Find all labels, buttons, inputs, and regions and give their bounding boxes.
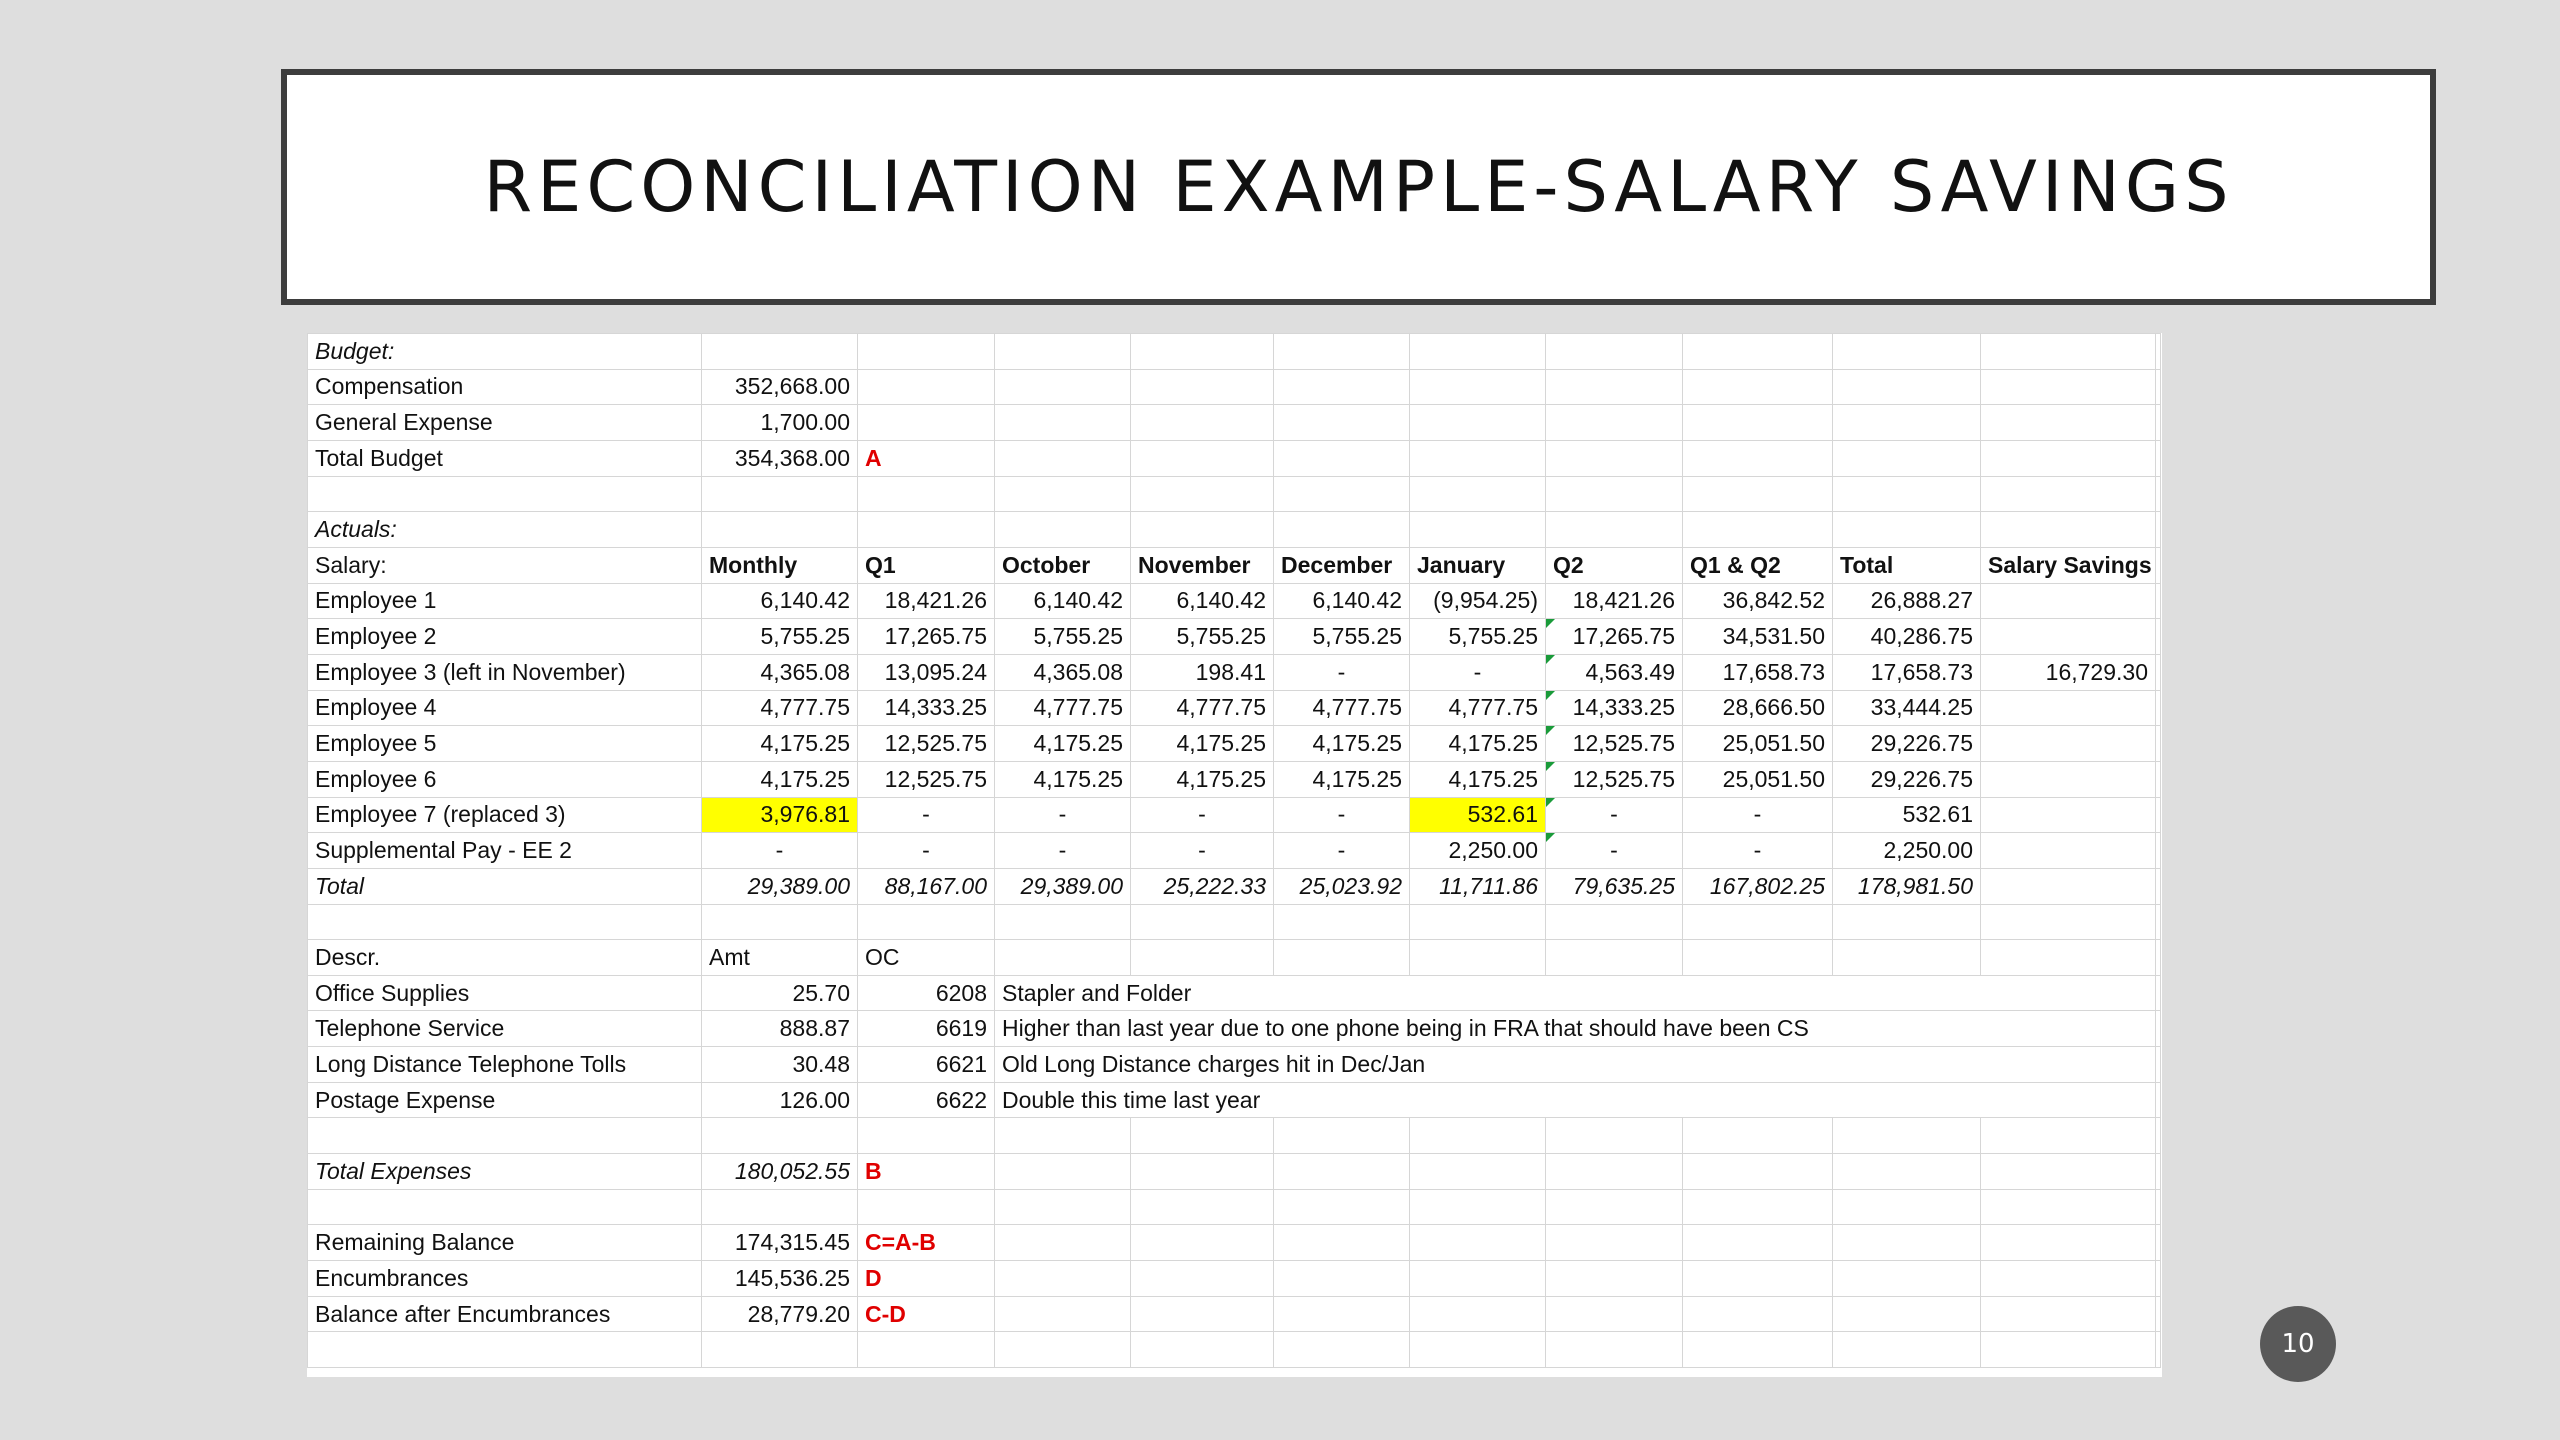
cell[interactable]: - <box>1546 833 1683 869</box>
cell[interactable]: 4,175.25 <box>995 726 1131 762</box>
expense-label[interactable]: Postage Expense <box>308 1082 702 1118</box>
balance-after-label[interactable]: Balance after Encumbrances <box>308 1296 702 1332</box>
salary-savings-cell[interactable] <box>1981 619 2156 655</box>
column-header[interactable]: November <box>1131 547 1274 583</box>
cell[interactable]: 4,777.75 <box>1274 690 1410 726</box>
total-cell[interactable]: 29,389.00 <box>702 868 858 904</box>
marker-c-d[interactable]: C-D <box>858 1296 995 1332</box>
cell[interactable]: 12,525.75 <box>1546 726 1683 762</box>
expense-note[interactable]: Old Long Distance charges hit in Dec/Jan <box>995 1047 2156 1083</box>
expense-label[interactable]: Office Supplies <box>308 975 702 1011</box>
total-cell[interactable]: 11,711.86 <box>1410 868 1546 904</box>
remaining-balance-label[interactable]: Remaining Balance <box>308 1225 702 1261</box>
blank-row <box>308 1189 2161 1225</box>
total-expenses-row <box>308 1154 2161 1190</box>
blank-row <box>308 1118 2161 1154</box>
employee-row <box>308 654 2161 690</box>
cell[interactable]: 17,265.75 <box>858 619 995 655</box>
cell[interactable]: 532.61 <box>1833 797 1981 833</box>
cell[interactable]: - <box>858 833 995 869</box>
cell[interactable]: 5,755.25 <box>1131 619 1274 655</box>
marker-a[interactable]: A <box>858 440 995 476</box>
cell[interactable]: 4,175.25 <box>1410 726 1546 762</box>
employee-label[interactable]: Employee 3 (left in November) <box>308 654 702 690</box>
cell[interactable]: 33,444.25 <box>1833 690 1981 726</box>
employee-row <box>308 797 2161 833</box>
budget-heading-row <box>308 334 2161 370</box>
cell[interactable]: 34,531.50 <box>1683 619 1833 655</box>
column-header[interactable]: Q1 <box>858 547 995 583</box>
remaining-balance-row <box>308 1225 2161 1261</box>
cell[interactable]: 14,333.25 <box>1546 690 1683 726</box>
cell[interactable]: 17,265.75 <box>1546 619 1683 655</box>
cell[interactable]: 4,365.08 <box>702 654 858 690</box>
expense-row <box>308 1011 2161 1047</box>
salary-savings-cell[interactable] <box>1981 726 2156 762</box>
expense-oc[interactable]: 6208 <box>858 975 995 1011</box>
cell[interactable]: 17,658.73 <box>1833 654 1981 690</box>
general-expense-row <box>308 405 2161 441</box>
cell[interactable]: 28,666.50 <box>1683 690 1833 726</box>
employee-row <box>308 726 2161 762</box>
expense-amount[interactable]: 30.48 <box>702 1047 858 1083</box>
compensation-value[interactable]: 352,668.00 <box>702 369 858 405</box>
cell[interactable]: - <box>1546 797 1683 833</box>
reconciliation-table <box>307 333 2161 1368</box>
highlighted-cell[interactable]: 3,976.81 <box>702 797 858 833</box>
salary-savings-cell[interactable] <box>1981 690 2156 726</box>
blank-row <box>308 1332 2161 1368</box>
employee-label[interactable]: Employee 2 <box>308 619 702 655</box>
employee-label[interactable]: Supplemental Pay - EE 2 <box>308 833 702 869</box>
cell[interactable]: 13,095.24 <box>858 654 995 690</box>
encumbrances-row <box>308 1261 2161 1297</box>
cell[interactable]: 5,755.25 <box>1274 619 1410 655</box>
employee-label[interactable]: Employee 1 <box>308 583 702 619</box>
cell[interactable]: 6,140.42 <box>1131 583 1274 619</box>
cell[interactable]: - <box>995 797 1131 833</box>
cell[interactable]: 6,140.42 <box>995 583 1131 619</box>
cell[interactable]: 5,755.25 <box>1410 619 1546 655</box>
slide-title: RECONCILIATION EXAMPLE-SALARY SAVINGS <box>483 146 2234 228</box>
cell[interactable]: 29,226.75 <box>1833 726 1981 762</box>
expense-label[interactable]: Long Distance Telephone Tolls <box>308 1047 702 1083</box>
cell[interactable]: 4,175.25 <box>1131 761 1274 797</box>
employee-label[interactable]: Employee 7 (replaced 3) <box>308 797 702 833</box>
expense-row <box>308 975 2161 1011</box>
cell[interactable]: - <box>1683 833 1833 869</box>
spreadsheet <box>307 333 2162 1377</box>
cell[interactable]: 4,175.25 <box>702 726 858 762</box>
salary-savings-cell[interactable]: 16,729.30 <box>1981 654 2156 690</box>
cell[interactable]: 6,140.42 <box>702 583 858 619</box>
salary-header-row <box>308 547 2161 583</box>
marker-c[interactable]: C=A-B <box>858 1225 995 1261</box>
total-cell[interactable]: 25,023.92 <box>1274 868 1410 904</box>
title-box <box>281 69 2436 305</box>
remaining-balance-value[interactable]: 174,315.45 <box>702 1225 858 1261</box>
employee-label[interactable]: Employee 5 <box>308 726 702 762</box>
cell[interactable]: 198.41 <box>1131 654 1274 690</box>
cell[interactable]: - <box>702 833 858 869</box>
total-cell[interactable]: 167,802.25 <box>1683 868 1833 904</box>
cell[interactable]: - <box>1274 797 1410 833</box>
salary-savings-cell[interactable] <box>1981 761 2156 797</box>
expense-oc[interactable]: 6621 <box>858 1047 995 1083</box>
column-header[interactable]: Q2 <box>1546 547 1683 583</box>
expense-oc[interactable]: 6619 <box>858 1011 995 1047</box>
empty-cell[interactable] <box>702 334 858 370</box>
column-header[interactable]: Total <box>1833 547 1981 583</box>
total-expenses-label[interactable]: Total Expenses <box>308 1154 702 1190</box>
oc-header[interactable]: OC <box>858 940 995 976</box>
cell[interactable]: - <box>1131 833 1274 869</box>
cell[interactable]: 17,658.73 <box>1683 654 1833 690</box>
column-header[interactable]: Q1 & Q2 <box>1683 547 1833 583</box>
cell[interactable]: 2,250.00 <box>1410 833 1546 869</box>
expense-amount[interactable]: 888.87 <box>702 1011 858 1047</box>
blank-row <box>308 476 2161 512</box>
cell[interactable]: - <box>995 833 1131 869</box>
total-cell[interactable] <box>1981 868 2156 904</box>
cell[interactable]: 4,175.25 <box>1274 726 1410 762</box>
cell[interactable]: - <box>1131 797 1274 833</box>
encumbrances-label[interactable]: Encumbrances <box>308 1261 702 1297</box>
cell[interactable]: 18,421.26 <box>1546 583 1683 619</box>
total-budget-label[interactable]: Total Budget <box>308 440 702 476</box>
expense-oc[interactable]: 6622 <box>858 1082 995 1118</box>
total-cell[interactable]: 79,635.25 <box>1546 868 1683 904</box>
compensation-row <box>308 369 2161 405</box>
cell[interactable]: 4,777.75 <box>1410 690 1546 726</box>
cell[interactable]: 4,777.75 <box>702 690 858 726</box>
cell[interactable]: 4,175.25 <box>702 761 858 797</box>
cell[interactable]: 6,140.42 <box>1274 583 1410 619</box>
cell[interactable]: - <box>858 797 995 833</box>
cell[interactable]: - <box>1410 654 1546 690</box>
general-expense-value[interactable]: 1,700.00 <box>702 405 858 441</box>
cell[interactable]: 29,226.75 <box>1833 761 1981 797</box>
expense-row <box>308 1047 2161 1083</box>
salary-savings-cell[interactable] <box>1981 583 2156 619</box>
cell[interactable]: 12,525.75 <box>1546 761 1683 797</box>
cell[interactable]: 36,842.52 <box>1683 583 1833 619</box>
actuals-heading[interactable]: Actuals: <box>308 512 702 548</box>
expense-note[interactable]: Double this time last year <box>995 1082 2156 1118</box>
general-expense-label[interactable]: General Expense <box>308 405 702 441</box>
employee-label[interactable]: Employee 6 <box>308 761 702 797</box>
expense-amount[interactable]: 25.70 <box>702 975 858 1011</box>
cell[interactable]: 25,051.50 <box>1683 726 1833 762</box>
blank-row <box>308 904 2161 940</box>
expense-note[interactable]: Stapler and Folder <box>995 975 2156 1011</box>
expense-note[interactable]: Higher than last year due to one phone being in FRA that should have been CS <box>995 1011 2156 1047</box>
cell[interactable]: (9,954.25) <box>1410 583 1546 619</box>
employee-row <box>308 761 2161 797</box>
cell[interactable]: 4,175.25 <box>1410 761 1546 797</box>
cell[interactable]: 26,888.27 <box>1833 583 1981 619</box>
salary-total-label[interactable]: Total <box>308 868 702 904</box>
total-budget-value[interactable]: 354,368.00 <box>702 440 858 476</box>
descr-header[interactable]: Descr. <box>308 940 702 976</box>
cell[interactable]: 18,421.26 <box>858 583 995 619</box>
cell[interactable]: 12,525.75 <box>858 726 995 762</box>
expense-row <box>308 1082 2161 1118</box>
cell[interactable]: - <box>1274 654 1410 690</box>
column-header[interactable]: January <box>1410 547 1546 583</box>
budget-heading[interactable]: Budget: <box>308 334 702 370</box>
cell[interactable]: 4,175.25 <box>1131 726 1274 762</box>
employee-row <box>308 619 2161 655</box>
cell[interactable]: 5,755.25 <box>995 619 1131 655</box>
total-expenses-value[interactable]: 180,052.55 <box>702 1154 858 1190</box>
salary-label[interactable]: Salary: <box>308 547 702 583</box>
expense-header-row <box>308 940 2161 976</box>
cell[interactable]: 4,777.75 <box>1131 690 1274 726</box>
balance-after-row <box>308 1296 2161 1332</box>
salary-savings-cell[interactable] <box>1981 797 2156 833</box>
cell[interactable]: 4,175.25 <box>995 761 1131 797</box>
marker-b[interactable]: B <box>858 1154 995 1190</box>
total-cell[interactable]: 88,167.00 <box>858 868 995 904</box>
total-cell[interactable]: 29,389.00 <box>995 868 1131 904</box>
salary-total-row <box>308 868 2161 904</box>
cell[interactable]: 12,525.75 <box>858 761 995 797</box>
employee-label[interactable]: Employee 4 <box>308 690 702 726</box>
cell[interactable]: - <box>1683 797 1833 833</box>
marker-d[interactable]: D <box>858 1261 995 1297</box>
total-cell[interactable]: 25,222.33 <box>1131 868 1274 904</box>
encumbrances-value[interactable]: 145,536.25 <box>702 1261 858 1297</box>
total-budget-row <box>308 440 2161 476</box>
total-cell[interactable]: 178,981.50 <box>1833 868 1981 904</box>
expense-amount[interactable]: 126.00 <box>702 1082 858 1118</box>
highlighted-cell[interactable]: 532.61 <box>1410 797 1546 833</box>
column-header[interactable]: Monthly <box>702 547 858 583</box>
cell[interactable]: 40,286.75 <box>1833 619 1981 655</box>
employee-row <box>308 690 2161 726</box>
cell[interactable]: 4,175.25 <box>1274 761 1410 797</box>
employee-row <box>308 583 2161 619</box>
expense-label[interactable]: Telephone Service <box>308 1011 702 1047</box>
cell[interactable]: 4,563.49 <box>1546 654 1683 690</box>
employee-row <box>308 833 2161 869</box>
cell[interactable]: 2,250.00 <box>1833 833 1981 869</box>
cell[interactable]: 14,333.25 <box>858 690 995 726</box>
column-header[interactable]: December <box>1274 547 1410 583</box>
amt-header[interactable]: Amt <box>702 940 858 976</box>
cell[interactable]: 4,777.75 <box>995 690 1131 726</box>
actuals-heading-row <box>308 512 2161 548</box>
column-header[interactable]: Salary Savings <box>1981 547 2156 583</box>
column-header[interactable]: October <box>995 547 1131 583</box>
cell[interactable]: 5,755.25 <box>702 619 858 655</box>
cell[interactable]: 25,051.50 <box>1683 761 1833 797</box>
balance-after-value[interactable]: 28,779.20 <box>702 1296 858 1332</box>
slide-number: 10 <box>2260 1306 2336 1382</box>
compensation-label[interactable]: Compensation <box>308 369 702 405</box>
salary-savings-cell[interactable] <box>1981 833 2156 869</box>
cell[interactable]: - <box>1274 833 1410 869</box>
cell[interactable]: 4,365.08 <box>995 654 1131 690</box>
